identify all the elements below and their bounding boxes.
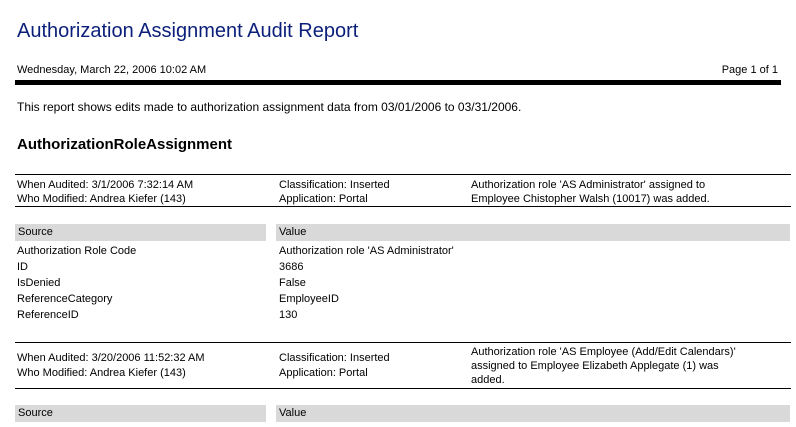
when-audited: When Audited: 3/1/2006 7:32:14 AM [17, 179, 194, 191]
field-source: ReferenceID [17, 309, 79, 321]
field-value: 3686 [279, 261, 304, 273]
field-value: Authorization role 'AS Administrator' [279, 245, 454, 257]
record-description-line-3: added. [471, 374, 505, 386]
field-value: 130 [279, 309, 298, 321]
application: Application: Portal [279, 367, 368, 379]
value-column-header: Value [276, 224, 790, 241]
record-description-line-2: Employee Chistopher Walsh (10017) was added. [471, 193, 710, 205]
record-description-line-1: Authorization role 'AS Administrator' assigned to [471, 179, 706, 191]
record-description-line-2: assigned to Employee Elizabeth Applegate (1) was [471, 360, 719, 372]
who-modified: Who Modified: Andrea Kiefer (143) [17, 193, 186, 205]
field-source: Authorization Role Code [17, 245, 137, 257]
field-source: IsDenied [17, 277, 61, 289]
field-source: ReferenceCategory [17, 293, 113, 305]
report-title: Authorization Assignment Audit Report [17, 20, 359, 42]
record-top-rule [15, 174, 791, 175]
record-bottom-rule [15, 206, 791, 207]
record-bottom-rule [15, 388, 791, 389]
source-column-header: Source [15, 405, 266, 422]
header-divider [15, 80, 781, 85]
classification: Classification: Inserted [279, 352, 390, 364]
field-value: False [279, 277, 306, 289]
field-source: ID [17, 261, 28, 273]
report-date: Wednesday, March 22, 2006 10:02 AM [17, 64, 207, 76]
section-title: AuthorizationRoleAssignment [17, 136, 233, 153]
classification: Classification: Inserted [279, 179, 390, 191]
who-modified: Who Modified: Andrea Kiefer (143) [17, 367, 186, 379]
page-number: Page 1 of 1 [721, 64, 778, 76]
record-description-line-1: Authorization role 'AS Employee (Add/Edit Calendars)' [471, 346, 736, 358]
record-top-rule [15, 342, 791, 343]
application: Application: Portal [279, 193, 368, 205]
value-column-header: Value [276, 405, 790, 422]
when-audited: When Audited: 3/20/2006 11:52:32 AM [17, 352, 205, 364]
source-column-header: Source [15, 224, 266, 241]
report-intro: This report shows edits made to authorization assignment data from 03/01/2006 to 03/31/2006. [17, 100, 522, 114]
field-value: EmployeeID [279, 293, 339, 305]
